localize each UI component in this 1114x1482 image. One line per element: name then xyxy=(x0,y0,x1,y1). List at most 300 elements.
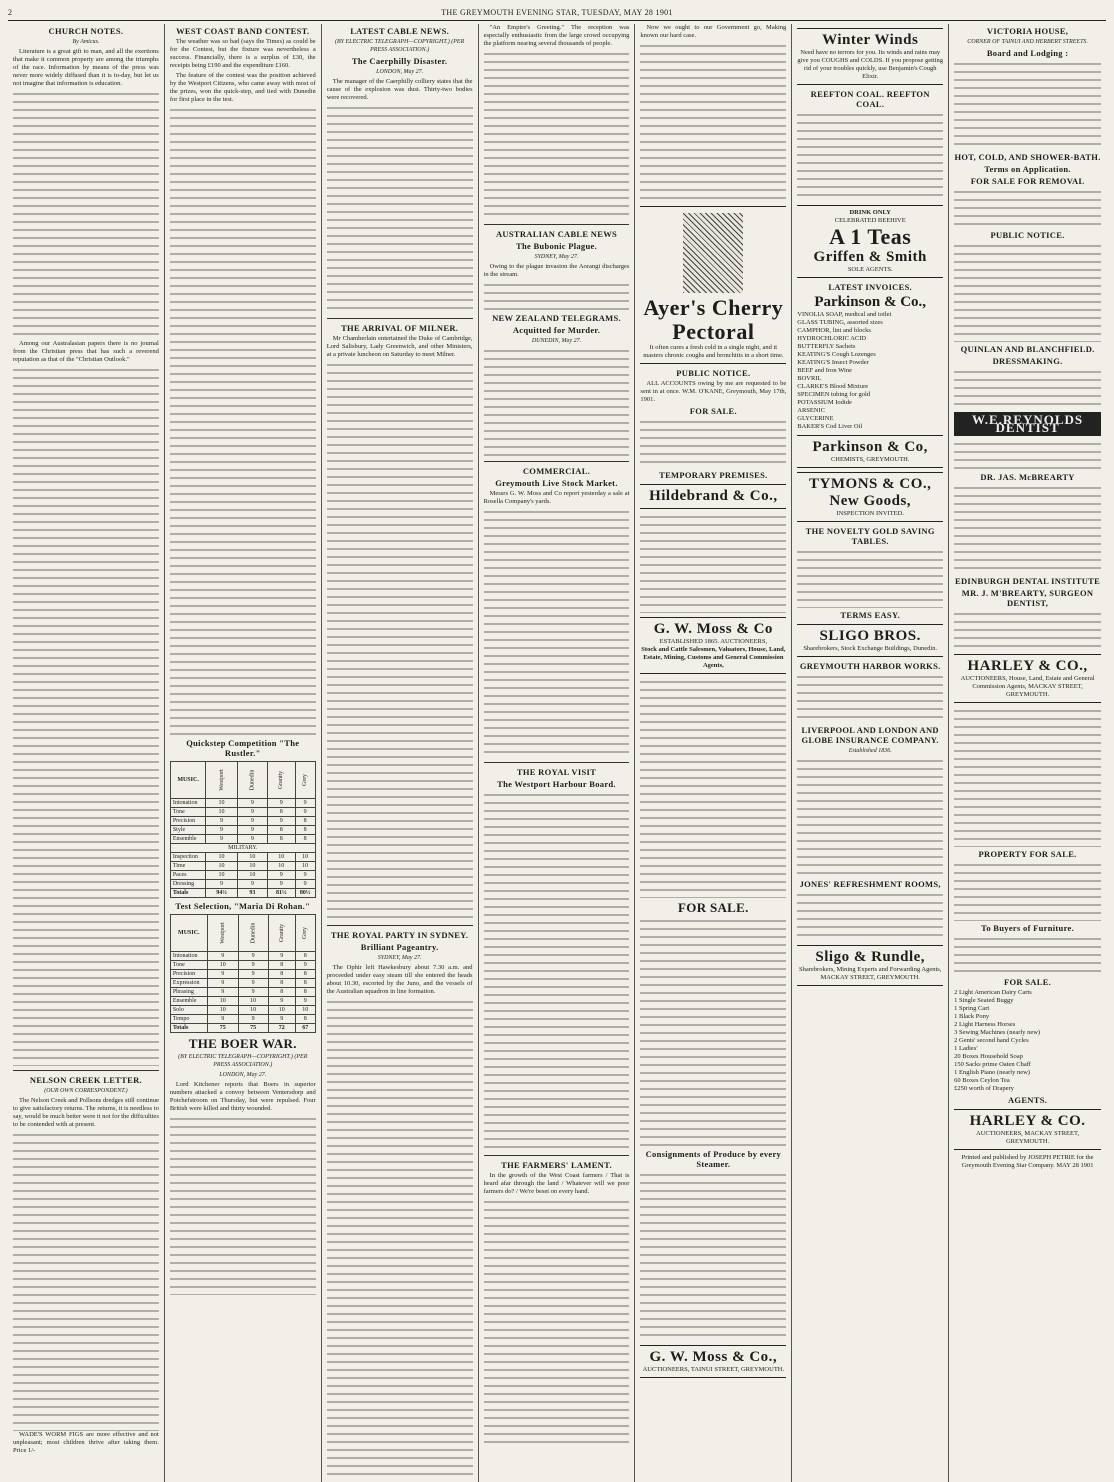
table-row xyxy=(170,988,315,997)
score-cell: 72 xyxy=(268,1024,295,1033)
winter-winds-advertisement xyxy=(797,28,943,85)
column-2 xyxy=(165,24,322,1482)
list-item: 1 Ladies' xyxy=(954,1045,978,1052)
score-cell: 9 xyxy=(268,871,296,880)
article-body-text xyxy=(13,366,159,1066)
article-body-text xyxy=(327,104,473,314)
article-paragraph: Literature is a great gift to man, and all the exertions that make it common property are among the triumphs of the race. Information by means of the press was never more widely diffused than it is to-day, but let us not imagine that information is education. xyxy=(13,48,159,87)
table-row xyxy=(170,817,315,826)
score-cell: 9 xyxy=(206,880,237,889)
score-cell: 8 xyxy=(268,970,295,979)
score-cell: 9 xyxy=(206,835,237,844)
ad-body-text xyxy=(640,917,786,1147)
row-label: Ensemble xyxy=(170,835,205,844)
ad-text: INSPECTION INVITED. xyxy=(836,510,904,517)
notice-heading: FOR SALE FOR REMOVAL xyxy=(970,176,1085,186)
list-item: GLYCERINE xyxy=(797,415,834,422)
score-cell: 10 xyxy=(268,862,296,871)
section-heading: THE ROYAL VISIT xyxy=(516,767,597,777)
ad-title: G. W. Moss & Co., xyxy=(649,1349,778,1365)
article-body-text xyxy=(327,998,473,1478)
byline: By Amicus. xyxy=(72,39,100,45)
table-row xyxy=(170,1006,315,1015)
list-item: VINOLIA SOAP, medical and toilet xyxy=(797,311,892,318)
row-label: Intonation xyxy=(170,952,207,961)
ad-title: Griffen & Smith xyxy=(813,249,927,265)
score-cell: 10 xyxy=(206,799,237,808)
ad-body-text xyxy=(797,673,943,723)
section-heading: NELSON CREEK LETTER. xyxy=(29,1075,142,1085)
notice-heading: FOR SALE. xyxy=(689,406,737,416)
row-label: Paces xyxy=(170,871,205,880)
section-heading: CHURCH NOTES. xyxy=(48,26,124,36)
article-paragraph: Now we ought to our Government go, Making known our hard case. xyxy=(640,24,787,39)
score-cell: 10 xyxy=(207,1006,238,1015)
list-item: £250 worth of Drapery xyxy=(954,1085,1014,1092)
list-item: BEEF and Iron Wine xyxy=(797,367,852,374)
score-cell: 10 xyxy=(295,862,315,871)
article-body-text xyxy=(170,1115,316,1295)
score-cell: 9 xyxy=(207,1015,238,1024)
score-cell: 94½ xyxy=(206,889,237,898)
column-header: Dunedin xyxy=(237,762,267,799)
score-cell: 9 xyxy=(206,826,237,835)
ad-body-text xyxy=(954,440,1101,470)
ad-subtitle: CHEMISTS, GREYMOUTH. xyxy=(830,456,910,463)
row-label: Totals xyxy=(170,889,205,898)
article-body-text xyxy=(13,90,159,340)
moss-advertisement xyxy=(640,617,786,674)
table-row xyxy=(170,952,315,961)
notice-heading: Board and Lodging : xyxy=(986,48,1069,58)
list-item: SPECIMEN tubing for gold xyxy=(797,391,871,398)
notice-heading: AGENTS. xyxy=(1007,1095,1048,1105)
score-cell: 9 xyxy=(207,952,238,961)
score-cell: 10 xyxy=(237,853,267,862)
notice-heading: GREYMOUTH HARBOR WORKS. xyxy=(799,661,941,671)
dateline: LONDON, May 27. xyxy=(376,69,424,75)
score-cell: 8 xyxy=(268,826,296,835)
table-section-label: MILITARY. xyxy=(170,844,315,853)
ad-body-text xyxy=(954,242,1101,342)
score-cell: 10 xyxy=(268,853,296,862)
score-cell: 8 xyxy=(268,835,296,844)
poem-stanza: In the growth of the West Coast farmers / That is heard afar through the land / Whatever will we poor farmers do? / We're beset on every hand. xyxy=(483,1172,630,1195)
score-cell: 10 xyxy=(268,1006,295,1015)
byline: (OUR OWN CORRESPONDENT.) xyxy=(44,1088,128,1094)
score-cell: 10 xyxy=(206,808,237,817)
score-cell: 9 xyxy=(238,970,268,979)
section-heading: THE FARMERS' LAMENT. xyxy=(501,1160,612,1170)
article-heading: THE ARRIVAL OF MILNER. xyxy=(341,323,459,333)
row-label: Precision xyxy=(170,817,205,826)
ad-body-text xyxy=(954,935,1101,975)
list-item: 1 English Piano (nearly new) xyxy=(954,1069,1030,1076)
section-heading: NEW ZEALAND TELEGRAMS. xyxy=(492,313,621,323)
score-cell: 81½ xyxy=(268,889,296,898)
article-heading: The Westport Harbour Board. xyxy=(497,779,616,789)
section-heading: AUSTRALIAN CABLE NEWS xyxy=(495,229,618,239)
ad-body-text xyxy=(797,757,943,877)
table-row xyxy=(170,889,315,898)
divider xyxy=(484,1155,630,1156)
list-item: ARSENIC xyxy=(797,407,826,414)
table-section-label: MUSIC. xyxy=(170,762,205,799)
row-label: Dressing xyxy=(170,880,205,889)
article-paragraph: Mr Chamberlain entertained the Duke of Cambridge, Lord Salisbury, Lady Greenwich, and other Ministers, at a private luncheon on Saturday to meet Milner. xyxy=(326,335,473,358)
column-header: Grey xyxy=(295,762,315,799)
ad-text: Need have no terrors for you. Its winds and rains may give you COUGHS and COLDS. If you propose getting rid of your troubles quickly, use Benjamin's Cough Elixir. xyxy=(797,49,944,80)
ad-body-text xyxy=(954,60,1101,150)
list-item: GLASS TUBING, assorted sizes xyxy=(797,319,883,326)
hildebrand-advertisement xyxy=(640,484,786,509)
score-cell: 9 xyxy=(295,880,315,889)
article-heading: Greymouth Live Stock Market. xyxy=(495,478,618,488)
ad-title: Hildebrand & Co., xyxy=(649,488,778,504)
tymons-advertisement xyxy=(797,472,943,522)
row-label: Time xyxy=(170,862,205,871)
table-row xyxy=(170,808,315,817)
score-cell: 9 xyxy=(238,961,268,970)
notice-heading: FOR SALE. xyxy=(678,900,749,915)
ad-text: DRINK ONLY xyxy=(849,209,891,216)
row-label: Intonation xyxy=(170,799,205,808)
table-row xyxy=(170,862,315,871)
score-cell: 8 xyxy=(295,817,315,826)
article-paragraph: The feature of the contest was the position achieved by the Westport Citizens, who came away with most of the prizes, won the quick-step, and tied with Dunedin for first place in the test. xyxy=(169,72,316,103)
column-header: Westport xyxy=(206,762,237,799)
dateline: LONDON, May 27. xyxy=(219,1072,267,1078)
score-cell: 8 xyxy=(268,988,295,997)
score-cell: 9 xyxy=(295,997,315,1006)
score-cell: 9 xyxy=(207,979,238,988)
list-item: KEATING'S Cough Lozenges xyxy=(797,351,876,358)
score-cell: 9 xyxy=(237,808,267,817)
score-cell: 10 xyxy=(207,997,238,1006)
score-cell: 10 xyxy=(207,961,238,970)
notice-heading: MR. J. M'BREARTY, SURGEON DENTIST, xyxy=(961,588,1094,608)
notice-heading: PUBLIC NOTICE. xyxy=(676,368,751,378)
article-paragraph: The Nelson Creek and Pollsons dredges still continue to give satisfactory returns. The returns, it is needless to say, would be much better were it not for the difficulties to be contended with at present. xyxy=(13,1097,159,1128)
list-item: 1 Single Seated Buggy xyxy=(954,997,1014,1004)
notice-heading: THE NOVELTY GOLD SAVING TABLES. xyxy=(805,526,935,546)
ad-subtitle: Established 1836. xyxy=(848,748,892,754)
tea-advertisement xyxy=(797,205,943,278)
notice-text: ALL ACCOUNTS owing by me are requested to be sent in at once. W.M. O'KANE, Greymouth, May 17th, 1901. xyxy=(640,380,787,403)
ad-body-text xyxy=(640,1171,786,1341)
score-cell: 9 xyxy=(237,880,267,889)
score-cell: 9 xyxy=(238,952,268,961)
ad-body-text xyxy=(954,610,1101,650)
row-label: Tone xyxy=(170,961,207,970)
score-cell: 10 xyxy=(238,1006,268,1015)
masthead xyxy=(8,6,1106,21)
ad-title: New Goods, xyxy=(829,493,912,509)
ad-subtitle: AUCTIONEERS, TAINUI STREET, GREYMOUTH. xyxy=(642,1366,785,1373)
column-header: Granity xyxy=(268,762,296,799)
notice-heading: HOT, COLD, AND SHOWER-BATH. xyxy=(954,152,1101,162)
article-body-text xyxy=(484,508,630,758)
ad-text: Stock and Cattle Salesmen, Valuators, House, Land, Estate, Mining, Customs and General Commission Agents, xyxy=(641,646,786,669)
column-4 xyxy=(479,24,636,1482)
ad-body-text xyxy=(954,861,1101,921)
article-body-text xyxy=(170,106,316,736)
ad-body-text xyxy=(954,484,1101,574)
notice-heading: QUINLAN AND BLANCHFIELD. xyxy=(960,344,1095,354)
ad-title: SLIGO BROS. xyxy=(819,628,921,644)
list-item: BOVRIL xyxy=(797,375,822,382)
notice-heading: TERMS EASY. xyxy=(840,610,901,620)
score-cell: 10 xyxy=(206,862,237,871)
ad-title: A 1 Teas xyxy=(829,224,912,249)
score-cell: 75 xyxy=(238,1024,268,1033)
notice-heading: DR. JAS. McBREARTY xyxy=(980,472,1075,482)
ad-title: TYMONS & CO., xyxy=(809,476,932,492)
notice-heading: JONES' REFRESHMENT ROOMS, xyxy=(799,879,941,889)
score-cell: 8 xyxy=(268,808,296,817)
dateline: SYDNEY, May 27. xyxy=(377,955,422,961)
ad-subtitle: ESTABLISHED 1865. AUCTIONEERS, xyxy=(659,638,768,645)
score-cell: 8 xyxy=(295,988,315,997)
column-header: Dunedin xyxy=(238,915,268,952)
score-cell: 9 xyxy=(237,799,267,808)
score-cell: 10 xyxy=(206,853,237,862)
score-cell: 80½ xyxy=(295,889,315,898)
table-row xyxy=(170,961,315,970)
list-item: BUTTERFLY Sachets xyxy=(797,343,856,350)
notice-heading: TEMPORARY PREMISES. xyxy=(659,470,768,480)
list-item: BAKER'S Cod Liver Oil xyxy=(797,423,863,430)
notice-heading: LIVERPOOL AND LONDON AND GLOBE INSURANCE COMPANY. xyxy=(801,725,939,745)
list-item: POTASSIUM Iodide xyxy=(797,399,852,406)
ad-title: G. W. Moss & Co xyxy=(653,621,773,637)
harley-advertisement-2 xyxy=(954,1109,1101,1150)
dispatch-note: (BY ELECTRIC TELEGRAPH—COPYRIGHT.) (PER PRESS ASSOCIATION.) xyxy=(178,1054,308,1068)
ad-title: Parkinson & Co, xyxy=(812,439,928,455)
divider xyxy=(484,762,630,763)
article-heading: The Bubonic Plague. xyxy=(515,241,598,251)
score-cell: 9 xyxy=(238,988,268,997)
row-label: Totals xyxy=(170,1024,207,1033)
ad-body-text xyxy=(640,678,786,898)
score-cell: 67 xyxy=(295,1024,315,1033)
divider xyxy=(484,461,630,462)
score-cell: 9 xyxy=(268,952,295,961)
section-heading: THE BOER WAR. xyxy=(188,1036,297,1051)
ad-body-text xyxy=(797,891,943,941)
notice-heading: REEFTON COAL. REEFTON COAL. xyxy=(810,89,930,109)
score-cell: 9 xyxy=(206,817,237,826)
score-cell: 75 xyxy=(207,1024,238,1033)
divider xyxy=(327,318,473,319)
list-item: CAMPHOR, lint and blocks xyxy=(797,327,871,334)
notice-heading: LATEST INVOICES. xyxy=(828,282,913,292)
ad-title: Parkinson & Co., xyxy=(814,294,927,310)
list-item: 1 Spring Cart xyxy=(954,1005,990,1012)
score-cell: 8 xyxy=(295,952,315,961)
ad-title: Ayer's Cherry Pectoral xyxy=(643,295,784,344)
article-body-text xyxy=(327,361,473,921)
article-paragraph: Lord Kitchener reports that Boers in superior numbers attacked a convoy between Ventersdorp and Potchefstroom on Thursday, but were repulsed. Four British were killed and thirty wounded. xyxy=(169,1081,316,1112)
ad-body-text xyxy=(954,368,1101,408)
score-cell: 9 xyxy=(237,826,267,835)
notice-heading: Consignments of Produce by every Steamer. xyxy=(645,1149,782,1169)
list-item: 1 Black Pony xyxy=(954,1013,990,1020)
ad-subtitle: AUCTIONEERS, MACKAY STREET, GREYMOUTH. xyxy=(976,1130,1080,1145)
moss-advertisement-2 xyxy=(640,1345,786,1378)
table-row xyxy=(170,853,315,862)
ad-subtitle: SOLE AGENTS. xyxy=(847,266,893,273)
ad-text: CELEBRATED BEEHIVE xyxy=(834,217,906,224)
score-cell: 10 xyxy=(295,1006,315,1015)
ad-body-text xyxy=(797,111,943,201)
article-paragraph: The weather was so bad (says the Times) as could be for the Contest, but the fixture was nevertheless a success. Financially, there is a surplus of £30, the receipts being £190 and the expenditure £160. xyxy=(169,38,316,69)
score-cell: 8 xyxy=(295,979,315,988)
divider xyxy=(327,925,473,926)
ad-body-text xyxy=(640,513,786,613)
table-section-label: MUSIC. xyxy=(170,915,207,952)
results-table-test xyxy=(170,914,316,1033)
ad-title: Winter Winds xyxy=(822,32,919,48)
row-label: Ensemble xyxy=(170,997,207,1006)
score-cell: 8 xyxy=(295,970,315,979)
list-item: KEATING'S Insect Powder xyxy=(797,359,869,366)
article-paragraph: The Ophir left Hawkesbury about 7.30 a.m. and proceeded under easy steam till she entered the heads about 10.30, escorted by the Juno, and the vessels of the Australian squadron in line formation. xyxy=(326,964,473,995)
page-number: 2 xyxy=(8,7,13,17)
harley-advertisement xyxy=(954,654,1101,703)
score-cell: 10 xyxy=(238,997,268,1006)
list-item: CLARKE'S Blood Mixture xyxy=(797,383,869,390)
score-cell: 10 xyxy=(237,862,267,871)
score-cell: 9 xyxy=(237,835,267,844)
notice-heading: PUBLIC NOTICE. xyxy=(990,230,1065,240)
article-body-text xyxy=(484,347,630,457)
article-heading: THE ROYAL PARTY IN SYDNEY. xyxy=(330,930,469,940)
column-7 xyxy=(949,24,1106,1482)
dateline: DUNEDIN, May 27. xyxy=(531,338,582,344)
notice-heading: PROPERTY FOR SALE. xyxy=(978,849,1077,859)
score-cell: 9 xyxy=(268,1015,295,1024)
article-body-text xyxy=(484,791,630,1151)
table-row xyxy=(170,799,315,808)
row-label: Expression xyxy=(170,979,207,988)
score-cell: 9 xyxy=(295,799,315,808)
dateline: SYDNEY, May 27. xyxy=(534,254,579,260)
score-cell: 9 xyxy=(207,988,238,997)
column-1 xyxy=(8,24,165,1482)
table-title: Quickstep Competition "The Rustler." xyxy=(186,738,300,758)
list-item: 60 Boxes Ceylon Tea xyxy=(954,1077,1010,1084)
ad-title: Sligo & Rundle, xyxy=(815,949,926,965)
article-heading: The Caerphilly Disaster. xyxy=(351,56,448,66)
article-paragraph: The manager of the Caerphilly colliery states that the cause of the explosion was dust. Thirty-two bodies were recovered. xyxy=(326,78,473,101)
divider xyxy=(484,224,630,225)
sale-list xyxy=(954,989,1101,1093)
score-cell: 9 xyxy=(295,871,315,880)
ad-body-text xyxy=(640,418,786,468)
score-cell: 9 xyxy=(268,997,295,1006)
row-label: Style xyxy=(170,826,205,835)
notice-heading: VICTORIA HOUSE, xyxy=(986,26,1069,36)
parkinson-advertisement xyxy=(797,435,943,468)
column-3 xyxy=(322,24,479,1482)
masthead-title: THE GREYMOUTH EVENING STAR, TUESDAY, MAY 28 1901 xyxy=(441,7,673,17)
notice-heading: FOR SALE. xyxy=(1004,977,1052,987)
row-label: Solo xyxy=(170,1006,207,1015)
results-table-quickstep xyxy=(170,761,316,898)
score-cell: 10 xyxy=(206,871,237,880)
ad-body-text xyxy=(797,548,943,608)
score-cell: 93 xyxy=(237,889,267,898)
table-row xyxy=(170,826,315,835)
list-item: HYDROCHLORIC ACID xyxy=(797,335,867,342)
column-header: Granity xyxy=(268,915,295,952)
score-cell: 9 xyxy=(207,970,238,979)
row-label: Inspection xyxy=(170,853,205,862)
sligo-rundle-advertisement xyxy=(797,945,943,986)
article-subheading: Brilliant Pageantry. xyxy=(360,942,439,952)
section-heading: WEST COAST BAND CONTEST. xyxy=(176,26,310,36)
score-cell: 8 xyxy=(295,1015,315,1024)
product-list xyxy=(797,311,943,431)
table-row xyxy=(170,1015,315,1024)
notice-heading: EDINBURGH DENTAL INSTITUTE xyxy=(955,576,1101,586)
ad-subtitle: CORNER OF TAINUI AND HERBERT STREETS. xyxy=(967,39,1088,45)
table-row xyxy=(170,871,315,880)
row-label: Tempo xyxy=(170,1015,207,1024)
article-paragraph: "An Empire's Greeting." The reception was especially enthusiastic from the large crowd occupying the platform nearing several thousands of people. xyxy=(483,24,630,47)
article-paragraph: Messrs G. W. Moss and Co report yesterday a sale at Rosella Company's yards. xyxy=(483,490,630,505)
score-cell: 10 xyxy=(237,871,267,880)
column-5 xyxy=(635,24,792,1482)
article-body-text xyxy=(484,1198,630,1448)
ayer-illustration xyxy=(683,213,743,293)
ayer-advertisement xyxy=(640,206,786,364)
score-cell: 8 xyxy=(268,961,295,970)
article-body-text xyxy=(484,281,630,311)
ad-subtitle: Sharebrokers, Stock Exchange Buildings, Dunedin. xyxy=(803,645,938,652)
notice-heading: To Buyers of Furniture. xyxy=(981,923,1074,933)
score-cell: 9 xyxy=(238,979,268,988)
ad-title: HARLEY & CO., xyxy=(967,658,1088,674)
column-header: Grey xyxy=(295,915,315,952)
list-item: 20 Boxes Household Soap xyxy=(954,1053,1023,1060)
score-cell: 9 xyxy=(268,817,296,826)
list-item: 3 Sewing Machines (nearly new) xyxy=(954,1029,1041,1036)
score-cell: 9 xyxy=(238,1015,268,1024)
article-body-text xyxy=(484,50,630,220)
advert-line: WADE'S WORM FIGS are more effective and not unpleasant; most children thrive after taking them. Price 1/- xyxy=(13,1431,159,1454)
table-row xyxy=(170,997,315,1006)
row-label: Tone xyxy=(170,808,205,817)
article-heading: Acquitted for Murder. xyxy=(512,325,601,335)
table-row xyxy=(170,880,315,889)
list-item: 150 Sacks prime Oaten Chaff xyxy=(954,1061,1031,1068)
ad-title: HARLEY & CO. xyxy=(969,1113,1086,1129)
article-paragraph: Among our Australasian papers there is no journal from the Christian press that has such a reverend reputation as that of the "Christian Outlook." xyxy=(13,340,159,363)
list-item: 2 Gents' second hand Cycles xyxy=(954,1037,1029,1044)
score-cell: 9 xyxy=(237,817,267,826)
row-label: Precision xyxy=(170,970,207,979)
divider xyxy=(13,1070,159,1071)
article-paragraph: Owing to the plague invasion the Aorangi discharges in the stream. xyxy=(483,263,630,278)
ad-text: It often cures a fresh cold in a single night, and it masters chronic coughs and bronchitis in a short time. xyxy=(643,344,784,359)
score-cell: 10 xyxy=(295,853,315,862)
table-row xyxy=(170,835,315,844)
score-cell: 8 xyxy=(295,826,315,835)
list-item: 2 Light Harness Horses xyxy=(954,1021,1016,1028)
ad-subtitle: AUCTIONEERS, House, Land, Estate and General Commission Agents, MACKAY STREET, GREYMOUTH. xyxy=(960,675,1095,698)
